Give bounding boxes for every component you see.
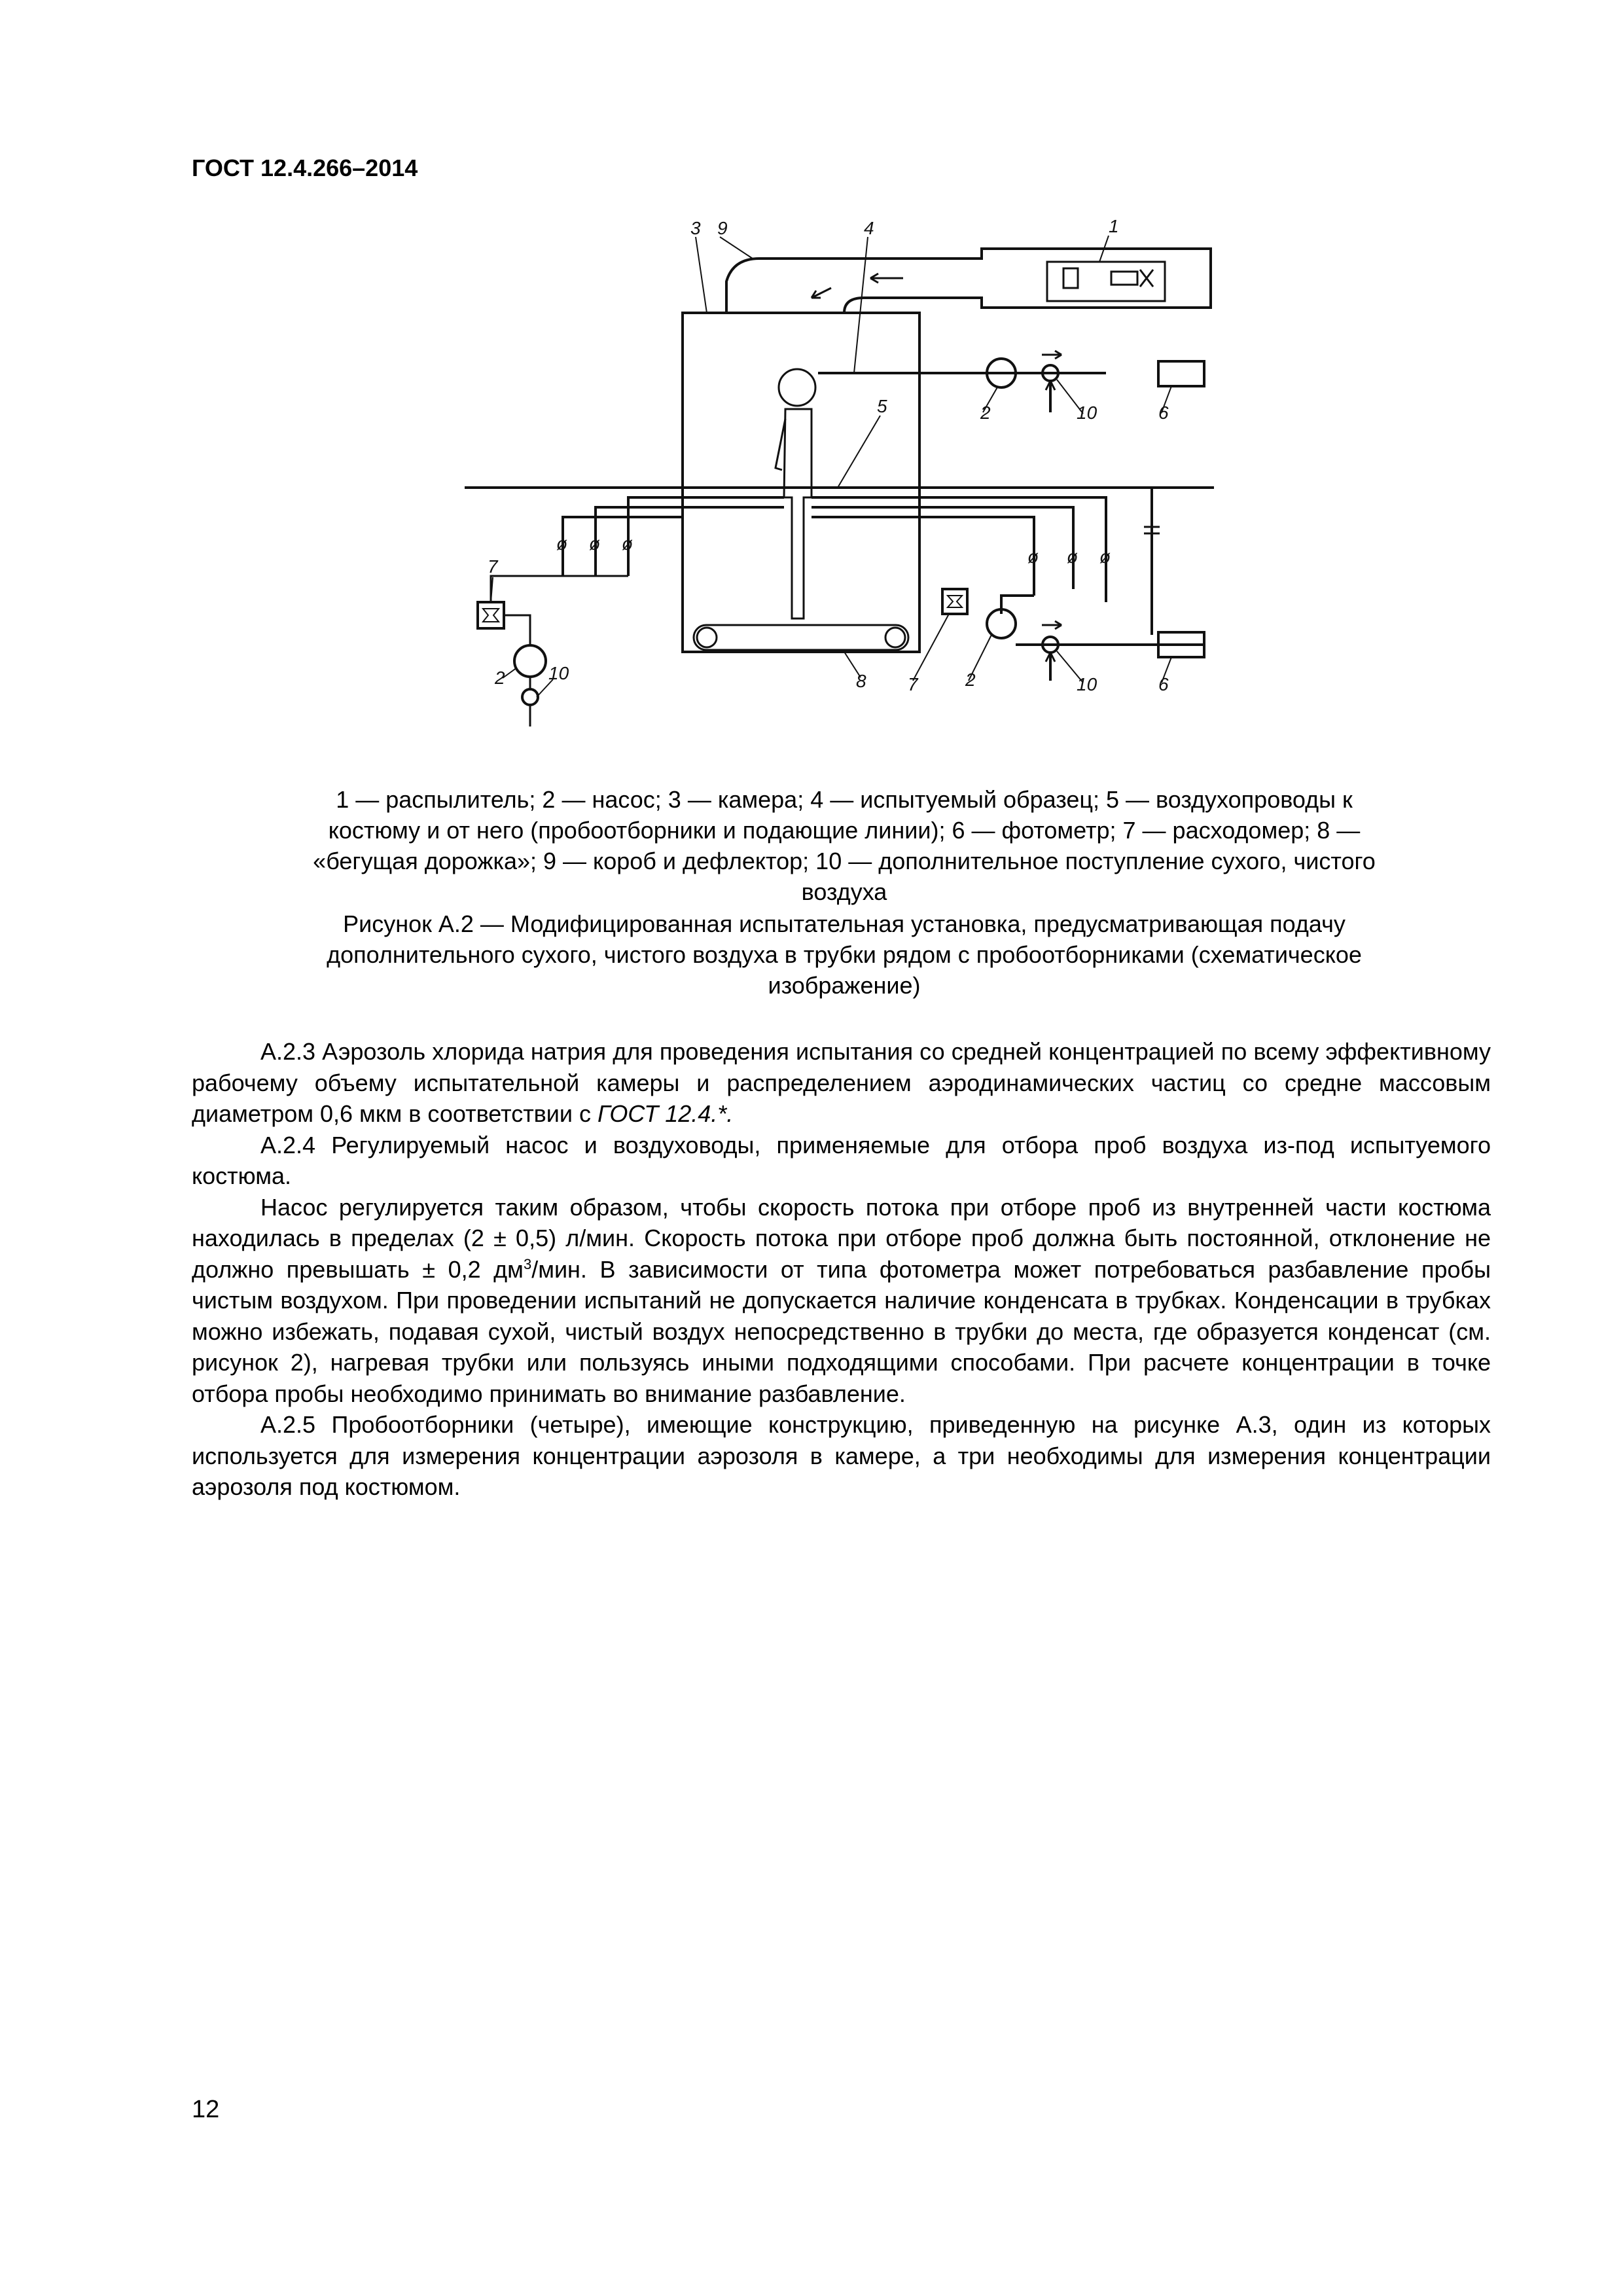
body-text bbox=[192, 1036, 1491, 1503]
valve-left bbox=[522, 689, 538, 705]
pump-left bbox=[514, 645, 546, 677]
paragraph-pump: Насос регулируется таким образом, чтобы скорость потока при отборе проб из внутренней части костюма находилась в пределах (2 ± 0,5) л/мин. Скорость потока при отборе проб должна быть постоянной, отклонение не должно превышать ± 0,2 $дм^3$/мин. В зависимости от типа фотометра может потребоваться разбавление пробы чистым воздухом. При проведении испытаний не допускается наличие конденсата в трубках. Конденсации в трубках можно избежать, подавая сухой, чистый воздух непосредственно в трубки до места, где образуется конденсат (см. рисунок 2), нагревая трубки или пользуясь иными подходящими способами. При расчете концентрации в точке отбора пробы необходимо принимать во внимание разбавление. bbox=[192, 1193, 1491, 1407]
figure-caption bbox=[223, 908, 1466, 1001]
label-10-left: 10 bbox=[548, 663, 569, 683]
atomizer-fan bbox=[1140, 270, 1153, 287]
paragraph-a23: А.2.3 Аэрозоль хлорида натрия для проведения испытания со средней концентрацией по всему эффективному рабочему объему испытательной камеры и распределением аэродинамических частиц со средне массовым диаметром 0,6 мкм в соответствии с ГОСТ 12.4.*. bbox=[192, 1038, 1491, 1127]
caption-line: дополнительного сухого, чистого воздуха в трубки рядом с пробоотборниками (схематическое bbox=[327, 941, 1362, 968]
photometer-top bbox=[1158, 361, 1204, 386]
flow-arrow-1 bbox=[870, 274, 903, 283]
suit-line-3 bbox=[812, 517, 1034, 596]
paragraph-a25: А.2.5 Пробоотборники (четыре), имеющие конструкцию, приведенную на рисунке А.3, один из которых используется для измерения концентрации аэрозоля в камере, а три необходимы для измерения концентрации аэрозоля под костюмом. bbox=[192, 1411, 1491, 1500]
atomizer-fan-body bbox=[1111, 272, 1137, 285]
svg-text:ø: ø bbox=[1099, 547, 1111, 567]
test-setup-diagram bbox=[445, 209, 1230, 772]
label-3: 3 bbox=[690, 218, 701, 238]
person-figure bbox=[776, 369, 815, 619]
running-track bbox=[694, 625, 908, 650]
figure-legend bbox=[223, 784, 1466, 907]
label-7-right: 7 bbox=[908, 674, 918, 694]
label-8: 8 bbox=[856, 671, 866, 691]
paragraph-a24: А.2.4 Регулируемый насос и воздуховоды, применяемые для отбора проб воздуха из-под испытуемого костюма. bbox=[192, 1131, 1491, 1189]
legend-line: костюму и от него (пробоотборники и подающие линии); 6 — фотометр; 7 — расходомер; 8 — bbox=[328, 817, 1361, 844]
suit-line-1 bbox=[812, 497, 1106, 602]
label-6-top: 6 bbox=[1158, 403, 1169, 423]
label-10-right: 10 bbox=[1077, 674, 1097, 694]
label-10-top: 10 bbox=[1077, 403, 1097, 423]
flowmeter-right bbox=[942, 589, 967, 614]
suit-line-left-1 bbox=[628, 497, 784, 576]
flow-arrow-2 bbox=[812, 288, 831, 298]
svg-text:ø: ø bbox=[556, 533, 568, 554]
page-number: 12 bbox=[192, 2096, 220, 2123]
svg-text:ø: ø bbox=[622, 533, 633, 554]
legend-line: «бегущая дорожка»; 9 — короб и дефлектор; 10 — дополнительное поступление сухого, чистого bbox=[313, 848, 1376, 874]
flowmeter-left bbox=[478, 602, 504, 628]
chamber bbox=[683, 313, 919, 652]
label-9: 9 bbox=[717, 218, 728, 238]
label-7-left: 7 bbox=[488, 556, 498, 577]
label-2-right: 2 bbox=[965, 670, 976, 690]
label-4: 4 bbox=[864, 218, 874, 238]
label-1: 1 bbox=[1109, 216, 1119, 236]
label-6-bottom: 6 bbox=[1158, 674, 1169, 694]
legend-line: воздуха bbox=[801, 878, 887, 905]
label-2-left: 2 bbox=[495, 668, 505, 688]
svg-text:ø: ø bbox=[589, 533, 601, 554]
caption-line: Рисунок А.2 — Модифицированная испытательная установка, предусматривающая подачу bbox=[343, 910, 1346, 937]
atomizer-nozzle bbox=[1063, 268, 1078, 288]
document-header: ГОСТ 12.4.266–2014 bbox=[192, 154, 418, 181]
svg-text:ø: ø bbox=[1067, 547, 1079, 567]
label-2-top: 2 bbox=[980, 403, 991, 423]
label-5: 5 bbox=[877, 396, 887, 416]
legend-line: 1 — распылитель; 2 — насос; 3 — камера; 4 — испытуемый образец; 5 — воздухопроводы к bbox=[336, 786, 1353, 813]
svg-text:ø: ø bbox=[1027, 547, 1039, 567]
caption-line: изображение) bbox=[768, 972, 921, 999]
gost-reference: ГОСТ 12.4.*. bbox=[597, 1100, 734, 1127]
